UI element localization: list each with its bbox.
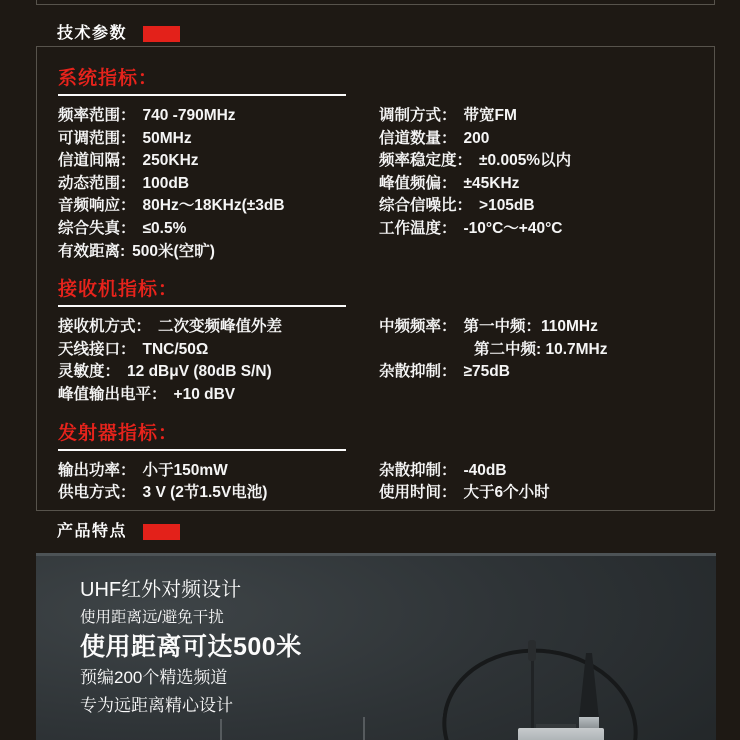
spec-label: 灵敏度： (58, 363, 121, 381)
spec-row (379, 105, 714, 128)
spec-label: 供电方式： (58, 484, 136, 502)
spec-row (58, 361, 379, 384)
spec-row (58, 173, 379, 196)
underline (58, 94, 346, 96)
spec-row (58, 218, 379, 241)
spec-row (58, 105, 379, 128)
spec-row (379, 316, 714, 339)
feature-text-block (80, 578, 302, 717)
red-badge-icon (143, 524, 180, 540)
system-specs-group (58, 67, 714, 263)
spec-value: ±45KHz (463, 174, 520, 192)
spec-value: 3 V (2节1.5V电池) (142, 484, 268, 502)
feature-line: UHF红外对频设计 (80, 579, 242, 601)
spec-label: 工作温度： (379, 219, 457, 237)
spec-label: 有效距离: (58, 242, 126, 260)
spec-value: ≥75dB (463, 363, 510, 381)
spec-label: 音频响应： (58, 197, 136, 215)
spec-value: 小于150mW (142, 461, 228, 479)
feature-line-highlight: 使用距离可达500米 (80, 633, 302, 661)
spec-value: ≤0.5% (142, 219, 187, 237)
spec-value: 第二中频: 10.7MHz (474, 340, 608, 358)
spec-row (379, 195, 714, 218)
feature-line: 专为远距离精心设计 (80, 696, 233, 715)
spec-label: 中频频率： (379, 318, 457, 336)
spec-label: 信道间隔： (58, 152, 136, 170)
spec-row (58, 316, 379, 339)
spec-label: 综合信噪比： (379, 197, 473, 215)
tech-params-title: 技术参数 (57, 25, 128, 42)
spec-label: 杂散抑制： (379, 363, 457, 381)
spec-column-right (379, 105, 714, 241)
spec-value: 第一中频：110MHz (463, 318, 598, 336)
spec-value: >105dB (479, 197, 535, 215)
antenna-icon (363, 717, 365, 740)
spec-label: 调制方式： (379, 107, 457, 124)
spec-value: -10°C～+40°C (463, 219, 563, 237)
spec-row (58, 150, 379, 173)
spec-label: 输出功率： (58, 461, 136, 479)
spec-row (58, 241, 379, 264)
product-features-header (57, 522, 180, 542)
spec-label: 频率范围： (58, 107, 136, 124)
spec-column-right (379, 316, 714, 384)
tech-params-header (57, 24, 180, 44)
group-title-transmitter: 发射器指标： (58, 422, 179, 444)
spec-label: 天线接口： (58, 340, 136, 358)
spec-row (379, 482, 714, 505)
spec-value: 50MHz (142, 129, 192, 147)
spec-value: 大于6个小时 (463, 484, 550, 502)
spec-label: 频率稳定度： (379, 152, 473, 170)
spec-row (58, 460, 379, 483)
spec-row (379, 128, 714, 151)
spec-label: 使用时间： (379, 484, 457, 502)
spec-value: -40dB (463, 461, 507, 479)
spec-label: 可调范围： (58, 129, 136, 147)
spec-value: 100dB (142, 174, 190, 192)
spec-row (379, 218, 714, 241)
spec-label: 接收机方式： (58, 318, 152, 336)
underline (58, 449, 346, 451)
receiver-body-icon (518, 728, 604, 740)
spec-row (379, 361, 714, 384)
antenna-icon (220, 719, 222, 740)
spec-label: 信道数量： (379, 129, 457, 147)
spec-row (379, 339, 714, 362)
spec-value: 带宽FM (463, 107, 517, 124)
group-title-receiver: 接收机指标： (58, 279, 179, 301)
spec-column-left (58, 105, 379, 263)
xlr-connector-band-icon (579, 717, 599, 728)
transmitter-specs-group (58, 422, 714, 505)
underline (58, 305, 346, 307)
previous-section-border (36, 0, 715, 5)
spec-value: 12 dBμV (80dB S/N) (127, 363, 272, 381)
spec-value: 200 (463, 129, 490, 147)
spec-value: 80Hz～18KHz(±3dB (142, 197, 285, 215)
spec-label: 峰值输出电平： (58, 385, 167, 403)
tech-specs-panel (36, 46, 715, 511)
red-badge-icon (143, 26, 180, 42)
spec-value: ±0.005%以内 (479, 152, 572, 170)
spec-label: 综合失真： (58, 219, 136, 237)
spec-value: 二次变频峰值外差 (158, 318, 283, 336)
spec-label: 动态范围： (58, 174, 136, 192)
spec-label: 杂散抑制： (379, 461, 457, 479)
spec-column-left (58, 460, 379, 505)
spec-row (58, 128, 379, 151)
spec-value: TNC/50Ω (142, 340, 209, 358)
spec-row (379, 173, 714, 196)
feature-line: 预编200个精选频道 (80, 668, 228, 687)
spec-value: 740 -790MHz (142, 107, 236, 124)
feature-line: 使用距离远/避免干扰 (80, 609, 224, 626)
receiver-specs-group (58, 278, 714, 406)
spec-column-left (58, 316, 379, 406)
spec-label: 峰值频偏： (379, 174, 457, 192)
receiver-antenna-icon (531, 656, 534, 728)
spec-row (58, 339, 379, 362)
spec-row (379, 150, 714, 173)
spec-row (58, 195, 379, 218)
product-features-title: 产品特点 (57, 523, 128, 540)
receiver-antenna-tip-icon (528, 640, 536, 661)
spec-value: 500米(空旷) (132, 242, 215, 260)
spec-row (379, 460, 714, 483)
group-title-system: 系统指标： (58, 68, 159, 89)
spec-row (58, 482, 379, 505)
spec-column-right (379, 460, 714, 505)
product-photo (36, 553, 716, 740)
spec-value: 250KHz (142, 152, 199, 170)
spec-row (58, 384, 379, 407)
spec-value: +10 dBV (173, 385, 236, 403)
